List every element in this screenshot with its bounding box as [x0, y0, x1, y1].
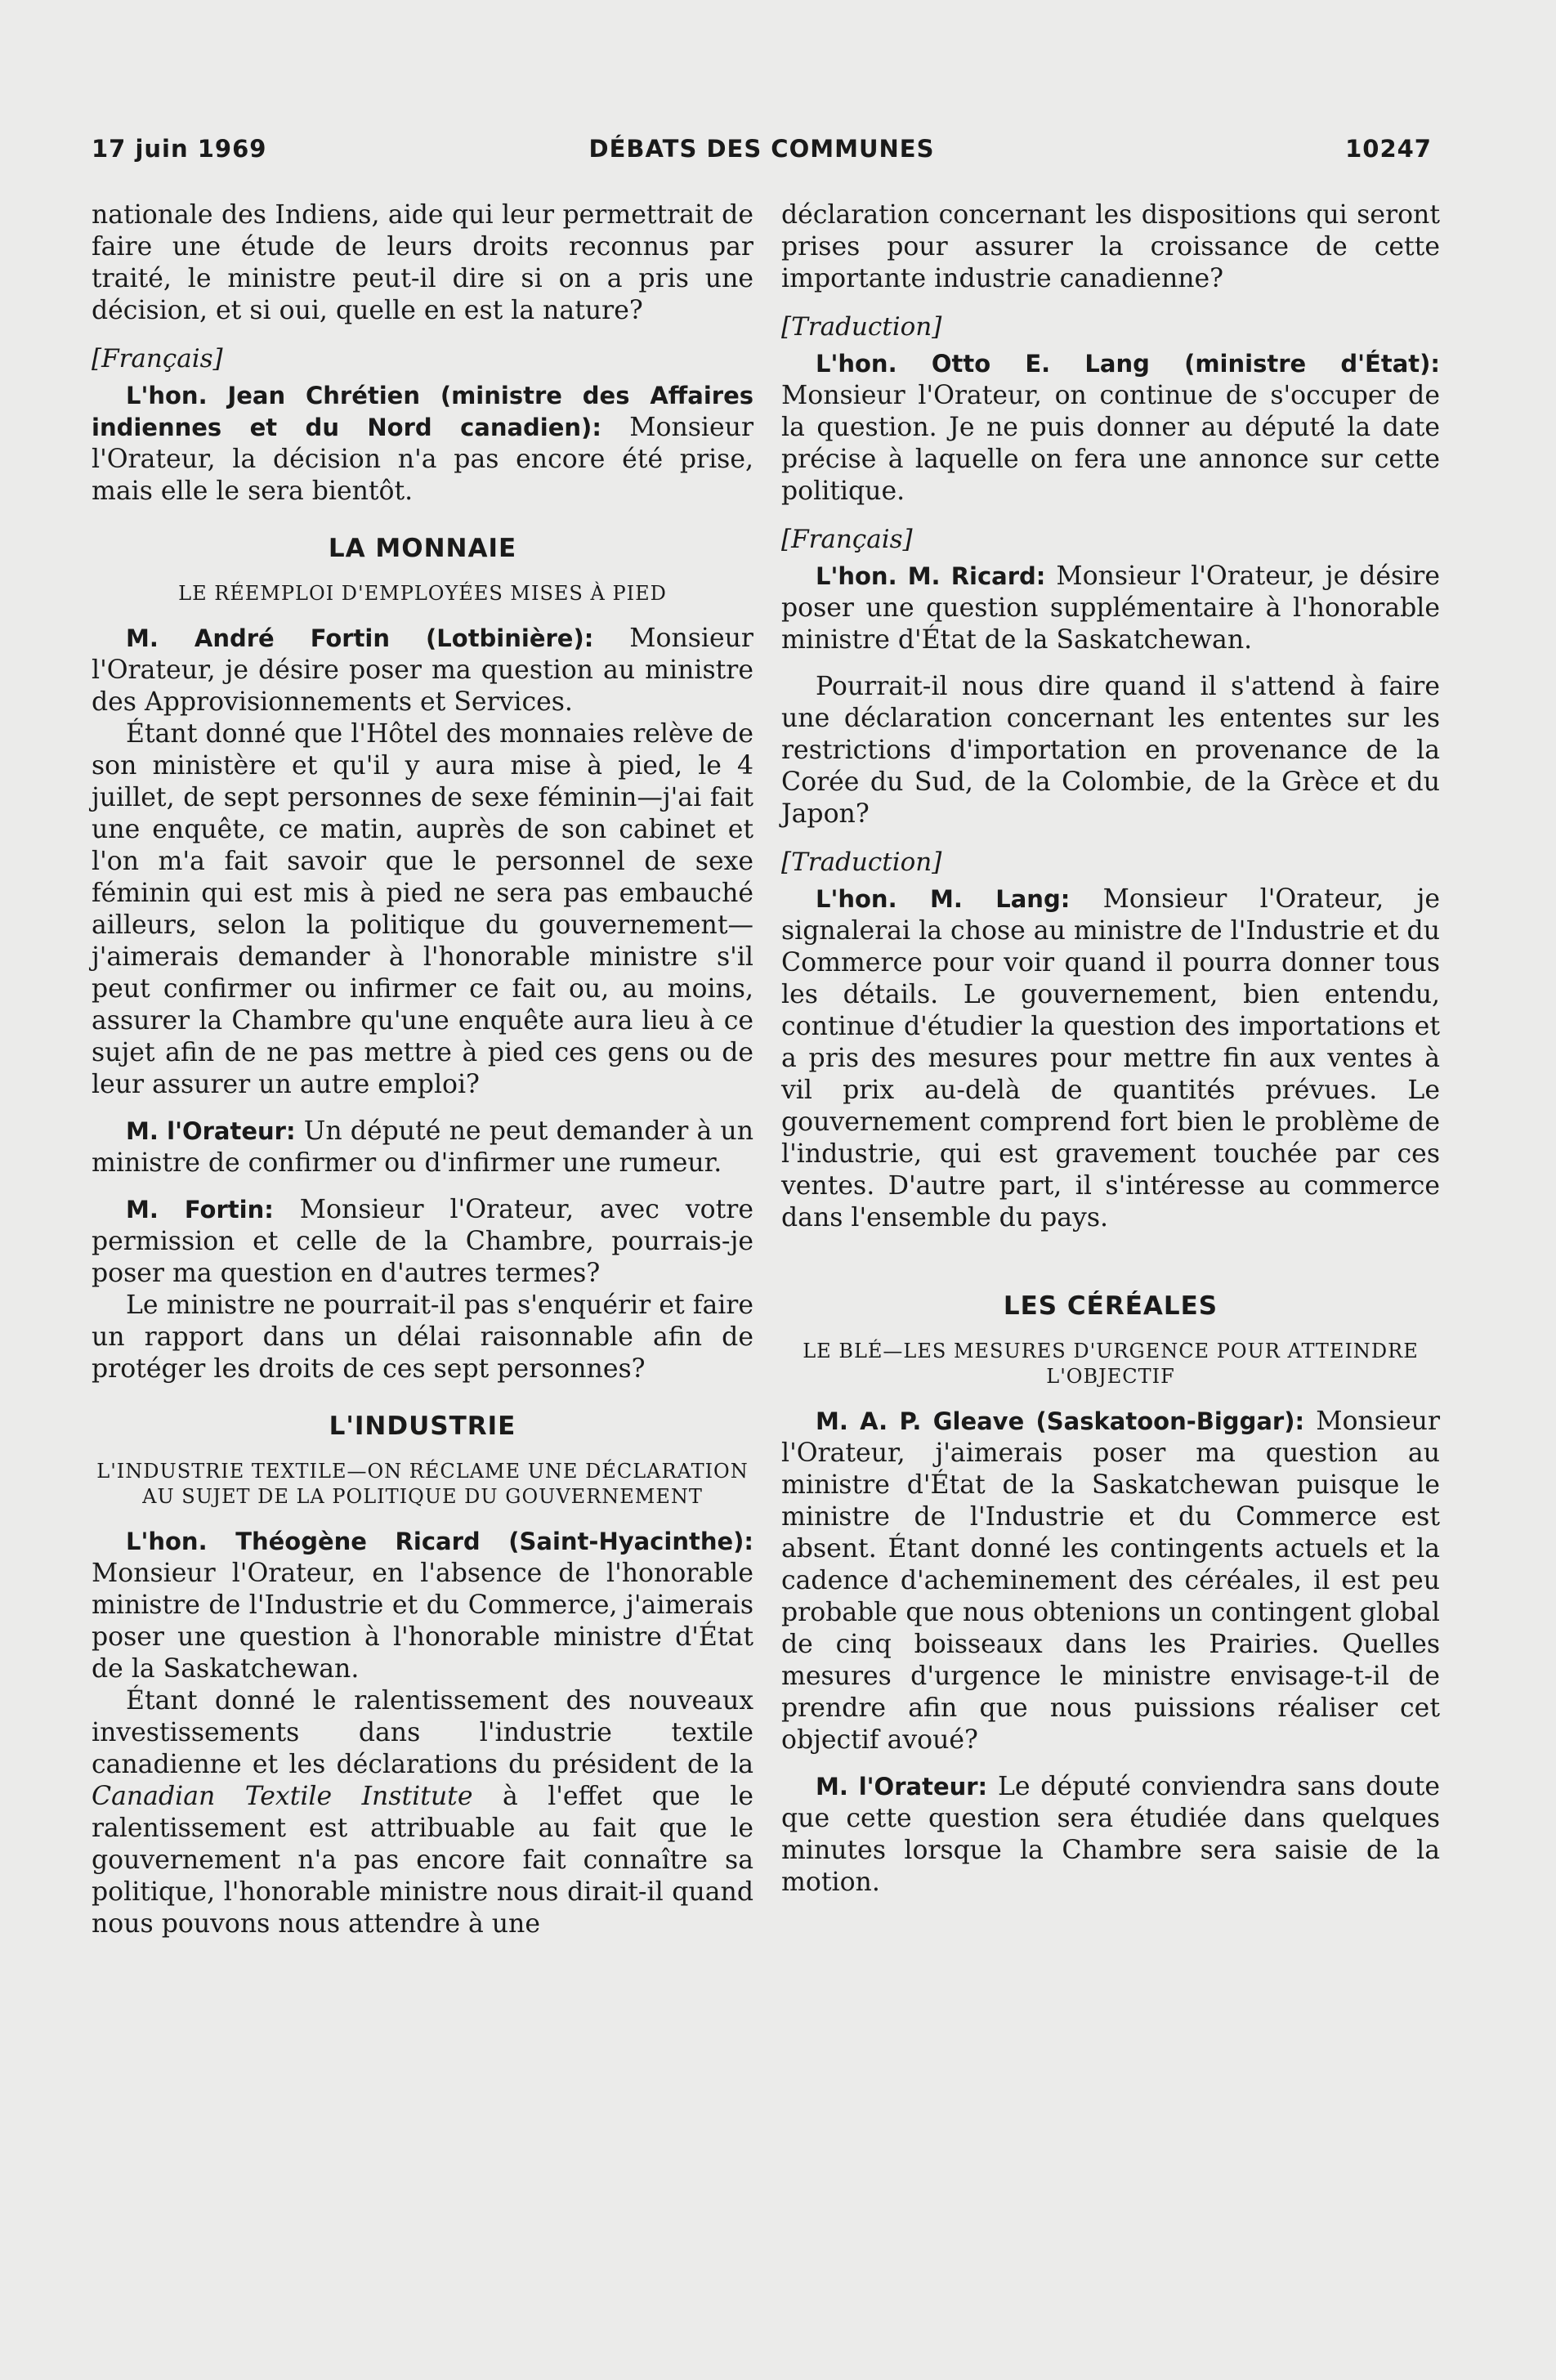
speaker-name: M. Fortin:	[126, 1196, 274, 1224]
paragraph	[781, 561, 1440, 656]
speech-text: Monsieur l'Orateur, je désire poser ma question au ministre des Approvisionnements et Services.	[92, 624, 753, 717]
paragraph: déclaration concernant les dispositions qui seront prises pour assurer la croissance de cette importante industrie canadienne?	[781, 200, 1440, 293]
speech-text: à l'effet que le ralentissement est attribuable au fait que le gouvernement n'a pas encore fait connaître sa politique, l'honorable ministre nous dirait-il quand nous pouvons nous attendre à une	[92, 1782, 753, 1939]
language-marker: [Français]	[781, 525, 913, 554]
paragraph	[781, 884, 1440, 1234]
paragraph	[781, 1406, 1440, 1756]
header-title: DÉBATS DES COMMUNES	[588, 135, 935, 163]
speech-text: Monsieur l'Orateur, je désire poser une question supplémentaire à l'honorable ministre d'État de la Saskatchewan.	[781, 561, 1440, 655]
speech-text: Monsieur l'Orateur, j'aimerais poser ma question au ministre d'État de la Saskatchewan puisque le ministre de l'Industrie et du Commerce est absent. Étant donné les contingents actuels et la cadence d'acheminement des céréales, il est peu probable que nous obtenions un contingent global de cinq boisseaux dans les Prairies. Quelles mesures d'urgence le ministre envisage-t-il de prendre afin que nous puissions réaliser cet objectif avoué?	[781, 1407, 1441, 1755]
speaker-name: M. l'Orateur:	[816, 1773, 988, 1801]
speech-text: Monsieur l'Orateur, la décision n'a pas encore été prise, mais elle le sera bientôt.	[92, 413, 753, 506]
speech-text: Monsieur l'Orateur, en l'absence de l'honorable ministre de l'Industrie et du Commerce, j'aimerais poser une question à l'honorable ministre d'État de la Saskatchewan.	[92, 1559, 753, 1684]
section-heading: L'INDUSTRIE	[329, 1411, 516, 1441]
paragraph: Pourrait-il nous dire quand il s'attend à faire une déclaration concernant les ententes sur les restrictions d'importation en provenance de la Corée du Sud, de la Colombie, de la Grèce et du Japon?	[781, 672, 1440, 829]
section-heading: LA MONNAIE	[328, 534, 517, 563]
paragraph	[92, 1194, 753, 1290]
right-column	[781, 199, 1440, 1899]
paragraph: Étant donné que l'Hôtel des monnaies relève de son ministère et qu'il y aura mise à pied, le 4 juillet, de sept personnes de sexe féminin—j'ai fait une enquête, ce matin, auprès de son cabinet et l'on m'a fait savoir que le personnel de sexe féminin qui est mis à pied ne sera pas embauché ailleurs, selon la politique du gouvernement—j'aimerais demander à l'honorable ministre s'il peut confirmer ou infirmer ce fait ou, au moins, assurer la Chambre qu'une enquête aura lieu à ce sujet afin de ne pas mettre à pied ces gens ou de leur assurer un autre emploi?	[92, 719, 753, 1099]
left-column	[92, 199, 753, 1940]
paragraph	[92, 1685, 753, 1940]
organization-name: Canadian Textile Institute	[92, 1782, 473, 1811]
speaker-name: L'hon. Otto E. Lang (ministre d'État):	[816, 350, 1440, 378]
speaker-name: L'hon. Théogène Ricard (Saint-Hyacinthe):	[126, 1528, 753, 1555]
subsection-heading: L'INDUSTRIE TEXTILE—ON RÉCLAME UNE DÉCLARATION AU SUJET DE LA POLITIQUE DU GOUVERNEMENT	[96, 1460, 749, 1508]
speaker-name: M. André Fortin (Lotbinière):	[126, 624, 594, 652]
speaker-name: L'hon. Jean Chrétien (ministre des Affaires indiennes et du Nord canadien):	[92, 382, 753, 441]
section-heading: LES CÉRÉALES	[1003, 1291, 1218, 1321]
speech-text: Le député conviendra sans doute que cette question sera étudiée dans quelques minutes lorsque la Chambre sera saisie de la motion.	[781, 1772, 1441, 1897]
subsection-heading: LE RÉEMPLOI D'EMPLOYÉES MISES À PIED	[178, 582, 667, 605]
paragraph	[92, 623, 753, 718]
subsection-heading: LE BLÉ—LES MESURES D'URGENCE POUR ATTEINDRE L'OBJECTIF	[803, 1340, 1419, 1388]
header-date: 17 juin 1969	[92, 135, 267, 163]
paragraph	[781, 1771, 1440, 1899]
speaker-name: M. A. P. Gleave (Saskatoon-Biggar):	[816, 1407, 1305, 1435]
speaker-name: L'hon. M. Lang:	[816, 885, 1071, 913]
speech-text: Monsieur l'Orateur, je signalerai la chose au ministre de l'Industrie et du Commerce pour voir quand il pourra donner tous les détails. Le gouvernement, bien entendu, continue d'étudier la question des importations et a pris des mesures pour mettre fin aux ventes à vil prix au-delà de quantités prévues. Le gouvernement comprend fort bien le problème de l'industrie, qui est gravement touchée par ces ventes. D'autre part, il s'intéresse au commerce dans l'ensemble du pays.	[781, 884, 1440, 1232]
language-marker: [Français]	[92, 344, 223, 374]
speech-text: Monsieur l'Orateur, on continue de s'occuper de la question. Je ne puis donner au député la date précise à laquelle on fera une annonce sur cette politique.	[781, 381, 1440, 506]
speech-text: Étant donné le ralentissement des nouveaux investissements dans l'industrie textile canadienne et les déclarations du président de la	[92, 1686, 753, 1779]
paragraph	[92, 1116, 753, 1179]
paragraph	[781, 348, 1440, 508]
speech-text: Un député ne peut demander à un ministre de confirmer ou d'infirmer une rumeur.	[92, 1116, 754, 1178]
paragraph	[92, 1526, 753, 1685]
language-marker: [Traduction]	[781, 312, 942, 342]
paragraph: nationale des Indiens, aide qui leur permettrait de faire une étude de leurs droits reconnus par traité, le ministre peut-il dire si on a pris une décision, et si oui, quelle en est la nature?	[92, 200, 753, 325]
paragraph	[92, 380, 753, 508]
header-page-number: 10247	[1345, 135, 1432, 163]
speaker-name: L'hon. M. Ricard:	[816, 562, 1046, 590]
paragraph: Le ministre ne pourrait-il pas s'enquérir et faire un rapport dans un délai raisonnable afin de protéger les droits de ces sept personnes?	[92, 1291, 753, 1384]
running-header	[92, 135, 1432, 171]
speaker-name: M. l'Orateur:	[126, 1117, 296, 1145]
speech-text: Monsieur l'Orateur, avec votre permission et celle de la Chambre, pourrais-je poser ma question en d'autres termes?	[92, 1195, 753, 1288]
language-marker: [Traduction]	[781, 848, 942, 877]
